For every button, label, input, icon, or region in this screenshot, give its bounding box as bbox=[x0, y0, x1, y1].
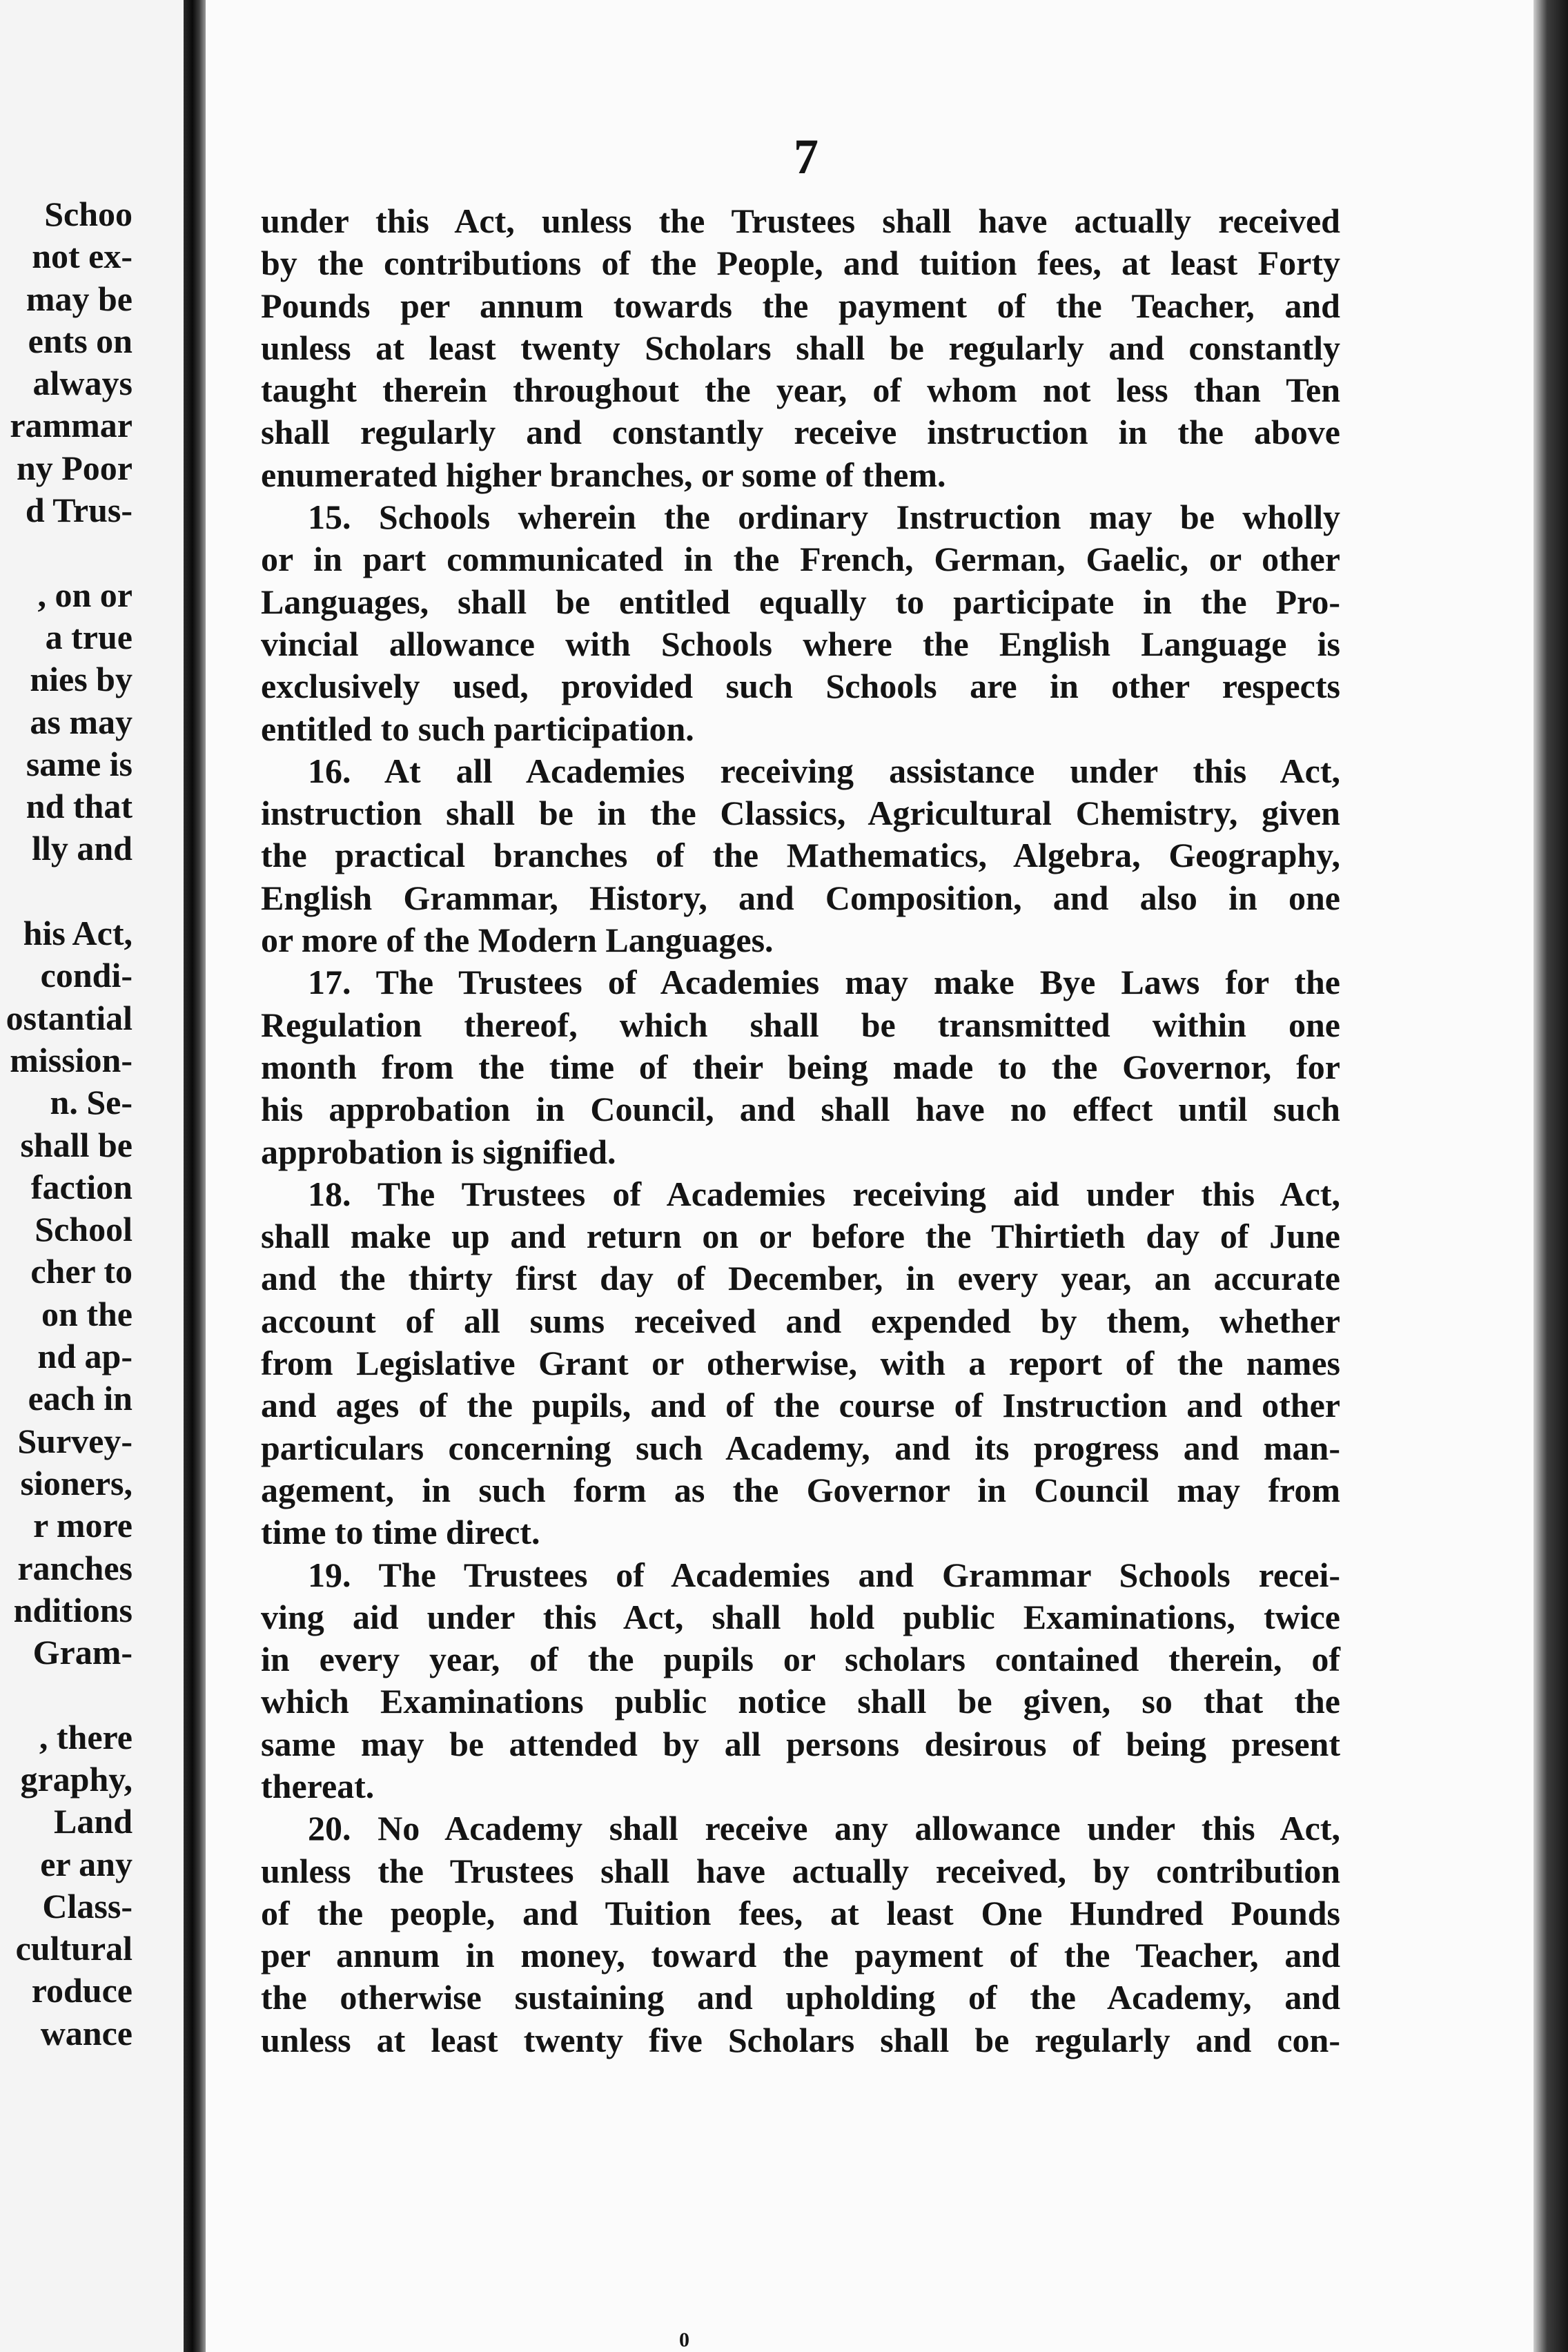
body-text-line: shall make up and return on or before the Thirtieth day of June bbox=[261, 1217, 1340, 1256]
body-text-line: Languages, shall be entitled equally to participate in the Pro- bbox=[261, 582, 1340, 621]
body-text-line: unless at least twenty Scholars shall be regularly and constantly bbox=[261, 328, 1340, 367]
book-gutter bbox=[184, 0, 206, 2352]
previous-page-line: ny Poor bbox=[16, 448, 133, 487]
body-text-line: ving aid under this Act, shall hold public Examinations, twice bbox=[261, 1597, 1340, 1636]
body-text-line: from Legislative Grant or otherwise, with a report of the names bbox=[261, 1344, 1340, 1383]
previous-page-line: mission- bbox=[10, 1040, 133, 1079]
previous-page-line: same is bbox=[26, 744, 133, 783]
previous-page-line: ostantial bbox=[6, 998, 133, 1037]
body-text-line: unless the Trustees shall have actually received, by contribution bbox=[261, 1851, 1340, 1890]
previous-page-line: each in bbox=[28, 1379, 133, 1418]
body-text-line: English Grammar, History, and Composition, and also in one bbox=[261, 878, 1340, 917]
body-text-line: the practical branches of the Mathematics, Algebra, Geography, bbox=[261, 836, 1340, 875]
body-text-line: and the thirty first day of December, in every year, an accurate bbox=[261, 1259, 1340, 1298]
body-text-line: the otherwise sustaining and upholding of the Academy, and bbox=[261, 1978, 1340, 2017]
previous-page-line: d Trus- bbox=[25, 491, 133, 530]
body-text-line: under this Act, unless the Trustees shall have actually received bbox=[261, 202, 1340, 240]
body-text-line: entitled to such participation. bbox=[261, 709, 694, 748]
body-text-line: 17. The Trustees of Academies may make Bye Laws for the bbox=[308, 963, 1340, 1002]
previous-page-line: always bbox=[32, 364, 133, 403]
body-text-line: agement, in such form as the Governor in Council may from bbox=[261, 1470, 1340, 1509]
previous-page-line: wance bbox=[40, 2013, 133, 2052]
previous-page-line: roduce bbox=[31, 1971, 133, 2010]
previous-page-line: may be bbox=[26, 279, 133, 318]
body-text-line: which Examinations public notice shall be given, so that the bbox=[261, 1682, 1340, 1721]
previous-page-line: rammar bbox=[10, 406, 133, 445]
body-text-line: unless at least twenty five Scholars shall be regularly and con- bbox=[261, 2020, 1340, 2059]
previous-page-line: , on or bbox=[37, 575, 133, 614]
previous-page-line: sioners, bbox=[20, 1463, 133, 1502]
body-text-line: exclusively used, provided such Schools are in other respects bbox=[261, 667, 1340, 706]
previous-page-line: faction bbox=[30, 1167, 133, 1206]
body-text-line: time to time direct. bbox=[261, 1513, 540, 1552]
previous-page-line: nies by bbox=[30, 660, 133, 699]
previous-page-line: , there bbox=[39, 1717, 133, 1756]
previous-page-line: nd that bbox=[26, 787, 133, 826]
body-text-line: instruction shall be in the Classics, Agricultural Chemistry, given bbox=[261, 794, 1340, 833]
previous-page-line: nd ap- bbox=[37, 1337, 133, 1376]
previous-page-line: Gram- bbox=[32, 1633, 133, 1672]
previous-page-fragment bbox=[0, 0, 184, 2352]
previous-page-line: nditions bbox=[13, 1590, 133, 1629]
previous-page-line: r more bbox=[33, 1506, 133, 1545]
previous-page-line: a true bbox=[45, 617, 133, 656]
body-text-line: Regulation thereof, which shall be transmitted within one bbox=[261, 1005, 1340, 1044]
body-text-line: 18. The Trustees of Academies receiving aid under this Act, bbox=[308, 1174, 1340, 1213]
footer-mark: 0 bbox=[679, 2329, 689, 2351]
previous-page-text bbox=[0, 193, 133, 2055]
body-text-line: 20. No Academy shall receive any allowance under this Act, bbox=[308, 1809, 1340, 1848]
previous-page-line: lly and bbox=[32, 829, 133, 868]
previous-page-line: School bbox=[35, 1210, 133, 1249]
previous-page-line: condi- bbox=[40, 956, 133, 995]
previous-page-line: his Act, bbox=[23, 914, 133, 953]
body-text-line: vincial allowance with Schools where the English Language is bbox=[261, 624, 1340, 663]
body-text-line: 16. At all Academies receiving assistance under this Act, bbox=[308, 751, 1340, 790]
previous-page-line: as may bbox=[30, 702, 133, 741]
previous-page-line: cultural bbox=[15, 1929, 133, 1968]
body-text-line: account of all sums received and expended by them, whether bbox=[261, 1301, 1340, 1340]
body-text-line: particulars concerning such Academy, and its progress and man- bbox=[261, 1428, 1340, 1467]
previous-page-line: ranches bbox=[17, 1548, 133, 1587]
body-text-line: enumerated higher branches, or some of them. bbox=[261, 455, 946, 494]
body-text-line: shall regularly and constantly receive instruction in the above bbox=[261, 413, 1340, 452]
previous-page-line: er any bbox=[40, 1844, 133, 1883]
previous-page-line: cher to bbox=[30, 1252, 133, 1291]
body-text-line: same may be attended by all persons desirous of being present bbox=[261, 1724, 1340, 1763]
previous-page-line: Class- bbox=[42, 1886, 133, 1925]
body-text-line: approbation is signified. bbox=[261, 1132, 616, 1171]
body-text-line: month from the time of their being made to the Governor, for bbox=[261, 1047, 1340, 1086]
previous-page-line: n. Se- bbox=[50, 1083, 133, 1122]
body-text-line: by the contributions of the People, and tuition fees, at least Forty bbox=[261, 244, 1340, 283]
page-edge-shadow bbox=[1533, 0, 1568, 2352]
previous-page-line: Schoo bbox=[44, 195, 133, 233]
body-text-line: his approbation in Council, and shall have no effect until such bbox=[261, 1090, 1340, 1129]
body-text-line: or in part communicated in the French, German, Gaelic, or other bbox=[261, 540, 1340, 579]
page-body-text bbox=[261, 200, 1340, 2061]
body-text-line: 15. Schools wherein the ordinary Instruction may be wholly bbox=[308, 498, 1340, 537]
previous-page-line: ents on bbox=[28, 321, 133, 360]
previous-page-line bbox=[0, 1674, 133, 1716]
body-text-line: and ages of the pupils, and of the course of Instruction and other bbox=[261, 1386, 1340, 1425]
page-number: 7 bbox=[794, 129, 819, 184]
previous-page-line: graphy, bbox=[20, 1759, 133, 1799]
body-text-line: or more of the Modern Languages. bbox=[261, 921, 774, 960]
previous-page-line: Survey- bbox=[17, 1421, 133, 1460]
previous-page-line: not ex- bbox=[32, 237, 133, 276]
previous-page-line: on the bbox=[41, 1294, 133, 1333]
previous-page-line: Land bbox=[54, 1802, 133, 1841]
previous-page-line: shall be bbox=[20, 1125, 133, 1164]
body-text-line: taught therein throughout the year, of whom not less than Ten bbox=[261, 371, 1340, 410]
body-text-line: in every year, of the pupils or scholars contained therein, of bbox=[261, 1640, 1340, 1679]
body-text-line: Pounds per annum towards the payment of the Teacher, and bbox=[261, 286, 1340, 325]
previous-page-line bbox=[0, 870, 133, 912]
body-text-line: thereat. bbox=[261, 1766, 375, 1805]
body-text-line: per annum in money, toward the payment of the Teacher, and bbox=[261, 1936, 1340, 1975]
body-text-line: 19. The Trustees of Academies and Grammar Schools recei- bbox=[308, 1555, 1340, 1594]
previous-page-line bbox=[0, 531, 133, 574]
body-text-line: of the people, and Tuition fees, at least One Hundred Pounds bbox=[261, 1893, 1340, 1932]
